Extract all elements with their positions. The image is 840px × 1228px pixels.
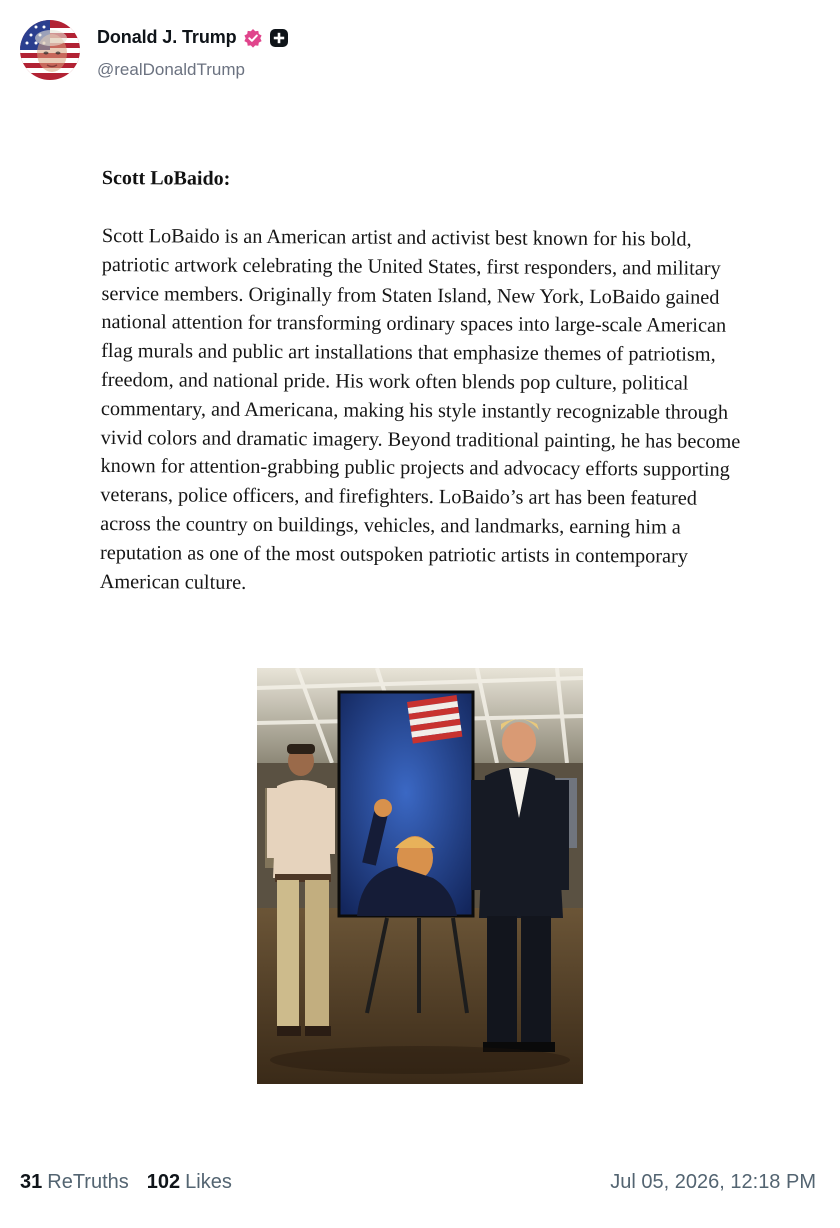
embedded-photo — [257, 668, 583, 1084]
likes-stat[interactable] — [147, 1171, 232, 1194]
post-timestamp[interactable]: Jul 05, 2026, 12:18 PM — [610, 1170, 816, 1193]
photo-two-men-with-painting — [257, 668, 583, 1084]
post-image-document[interactable] — [64, 150, 764, 1110]
author-avatar[interactable] — [20, 20, 80, 80]
verified-badge-icon — [243, 28, 263, 48]
retruths-stat[interactable] — [20, 1171, 129, 1194]
author-handle[interactable]: @realDonaldTrump — [97, 60, 245, 79]
post-footer — [20, 1168, 816, 1196]
likes-count: 102 — [146, 1170, 181, 1193]
retruths-label: ReTruths — [47, 1170, 129, 1193]
document-body-text: Scott LoBaido is an American artist and activist best known for his bold, patriotic artwork celebrating the United States, first responders, and military service members. Originally from Staten Island, New York, LoBaido gained national attention for transforming ordinary spaces into large-scale American flag murals and public art installations that emphasize themes of patriotism, freedom, and national pride. His work often blends pop culture, political commentary, and Americana, making his style instantly recognizable through vivid colors and dramatic imagery. Beyond traditional painting, he has become known for attention-grabbing public projects and advocacy efforts supporting veterans, police officers, and firefighters. LoBaido’s art has been featured across the country on buildings, vehicles, and landmarks, earning him a reputation as one of the most outspoken patriotic artists in contemporary American culture. — [99, 224, 741, 594]
avatar-flag-portrait-image — [20, 20, 80, 80]
author-display-name[interactable]: Donald J. Trump — [97, 27, 237, 47]
plus-square-icon — [269, 28, 289, 48]
author-name-row — [97, 27, 289, 48]
likes-label: Likes — [185, 1170, 232, 1193]
document-title: Scott LoBaido: — [101, 167, 231, 190]
retruths-count: 31 — [20, 1170, 43, 1193]
